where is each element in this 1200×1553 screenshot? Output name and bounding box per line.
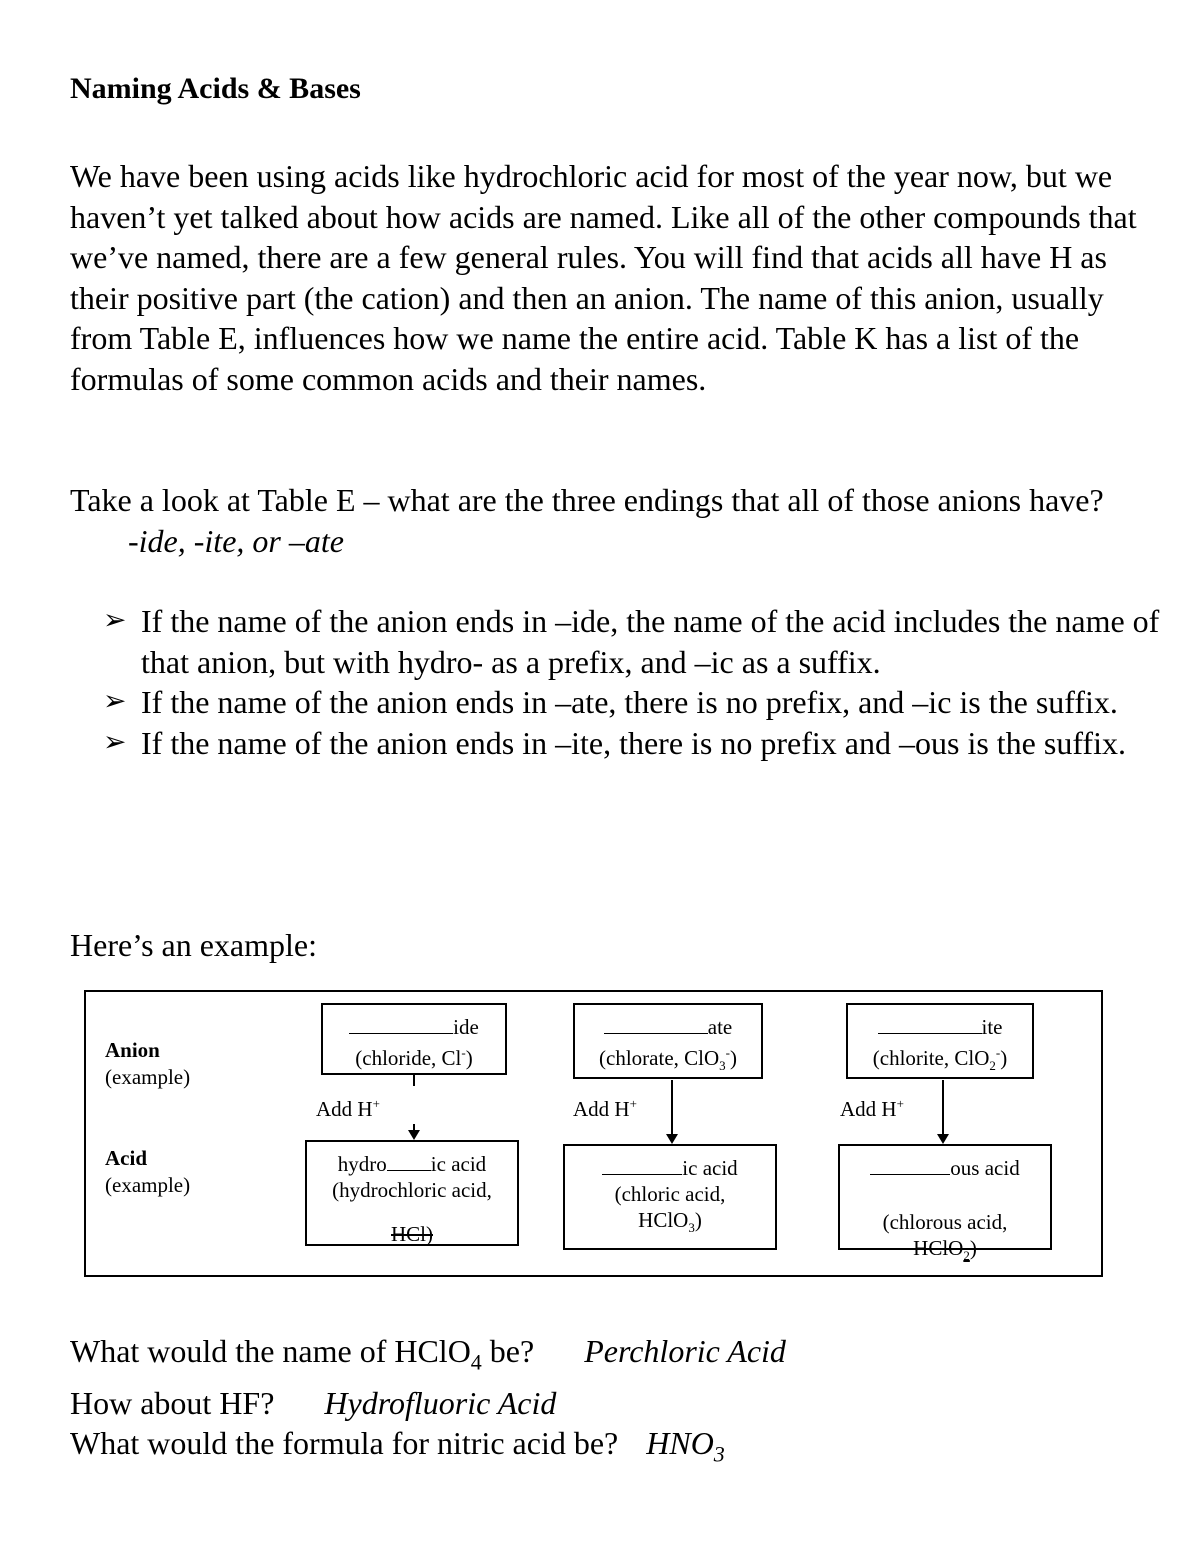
blank-line	[387, 1152, 431, 1171]
blank-line	[604, 1015, 708, 1034]
arrow-bullet-icon: ➢	[103, 726, 127, 758]
anion-box-ate: ate (chlorate, ClO$_3$-)	[573, 1003, 763, 1079]
rule-text: If the name of the anion ends in –ide, the name of the acid includes the name of that anion, but with hydro- as a prefix, and –ic as a suffix.	[141, 603, 1160, 680]
acid-row-label	[105, 1145, 190, 1199]
rule-text: If the name of the anion ends in –ate, there is no prefix, and –ic is the suffix.	[141, 684, 1118, 720]
acid-label: Acid	[105, 1146, 147, 1170]
add-h-label: Add H+	[573, 1096, 637, 1121]
answer-line	[70, 1423, 786, 1475]
acid-formula: HClO$_3$)	[638, 1208, 702, 1236]
blank-line	[349, 1015, 453, 1034]
anion-example: (chloride, Cl	[355, 1046, 462, 1070]
rule-item	[103, 723, 1163, 764]
add-h-label: Add H+	[316, 1096, 380, 1121]
answer-question: How about HF?	[70, 1384, 275, 1421]
example-intro: Here’s an example:	[70, 927, 317, 963]
add-h-label: Add H+	[840, 1096, 904, 1121]
blank-line	[602, 1156, 682, 1175]
anion-box-ide: ide (chloride, Cl-)	[321, 1003, 507, 1075]
answers	[70, 1331, 786, 1475]
answer-question: What would the formula for nitric acid be?	[70, 1425, 619, 1462]
rules-list	[103, 601, 1163, 763]
anion-example: (chlorate, ClO	[599, 1046, 720, 1070]
arrow-down-icon	[402, 1072, 422, 1142]
arrow-bullet-icon: ➢	[103, 686, 127, 717]
answer-text: Hydrofluoric Acid	[324, 1384, 557, 1421]
acid-box-hydro-ic	[305, 1140, 519, 1246]
anion-suffix: ite	[981, 1015, 1003, 1039]
anion-box-ite: ite (chlorite, ClO$_2$-)	[846, 1003, 1034, 1079]
endings-question	[70, 480, 1160, 561]
anion-example: (chlorite, ClO	[872, 1046, 990, 1070]
anion-label: Anion	[105, 1038, 160, 1062]
acid-box-ic	[563, 1144, 777, 1250]
answer-question: What would the name of HClO$_4$ be?	[70, 1333, 535, 1375]
acid-suffix: ic acid	[430, 1152, 487, 1176]
answer-line	[70, 1331, 786, 1383]
acid-suffix: ic acid	[682, 1156, 738, 1180]
intro-paragraph: We have been using acids like hydrochloric acid for most of the year now, but we haven’t yet talked about how acids are named. Like all of the other compounds that we’ve named, there are a few general rules. You will find that acids all have H as their positive part (the cation) and then an anion. The name of this anion, usually from Table E, influences how we name the entire acid. Table K has a list of the formulas of some common acids and their names.	[70, 158, 1137, 397]
acid-suffix: ous acid	[950, 1156, 1020, 1180]
arrow-down-icon	[662, 1078, 682, 1146]
rule-text: If the name of the anion ends in –ite, there is no prefix and –ous is the suffix.	[141, 724, 1126, 761]
acid-sub-label: (example)	[105, 1173, 191, 1197]
answer-line	[70, 1383, 786, 1424]
naming-diagram	[84, 990, 1103, 1277]
blank-line	[870, 1156, 950, 1175]
acid-formula: HCl)	[391, 1222, 433, 1246]
answer-text: $HNO_3$	[646, 1425, 725, 1467]
question-text: Take a look at Table E – what are the three endings that all of those anions have?	[70, 482, 1104, 518]
answer-text: Perchloric Acid	[584, 1333, 786, 1369]
anion-row-label	[105, 1037, 190, 1091]
acid-formula: HClO$_2$)	[913, 1236, 977, 1264]
question-answer: -ide, -ite, or –ate	[128, 522, 344, 559]
anion-sub-label: (example)	[105, 1065, 191, 1089]
acid-example: (hydrochloric acid,	[332, 1178, 492, 1202]
acid-box-ous	[838, 1144, 1052, 1264]
rule-item	[103, 601, 1163, 682]
page-title: Naming Acids & Bases	[70, 72, 361, 105]
acid-prefix: hydro	[337, 1152, 387, 1176]
blank-line	[878, 1015, 982, 1034]
arrow-bullet-icon: ➢	[103, 605, 127, 636]
rule-item	[103, 682, 1163, 723]
anion-suffix: ate	[707, 1015, 733, 1039]
acid-example: (chloric acid,	[614, 1182, 726, 1206]
acid-example: (chlorous acid,	[882, 1210, 1008, 1234]
anion-suffix: ide	[453, 1015, 479, 1039]
arrow-down-icon	[933, 1078, 953, 1146]
